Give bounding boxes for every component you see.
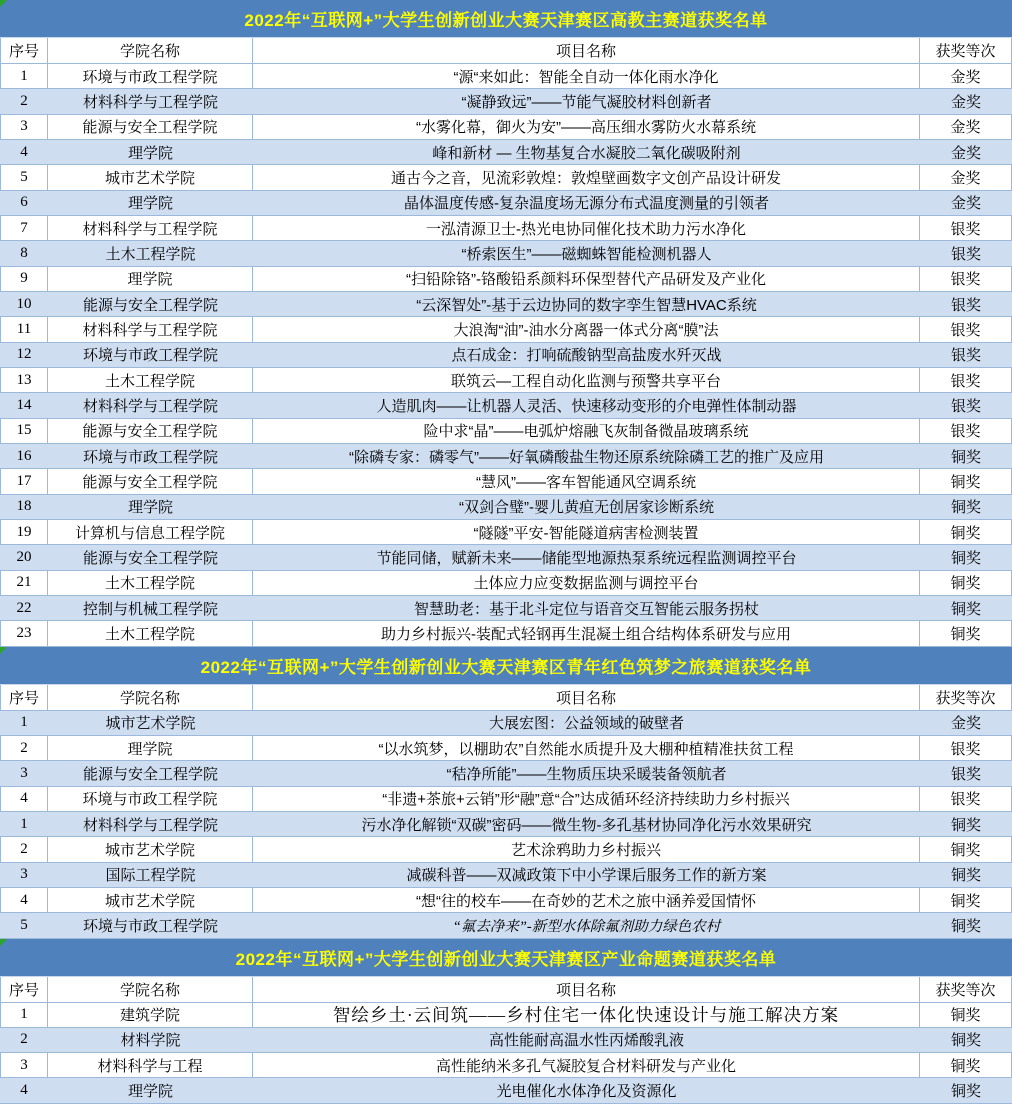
- cell-college: 理学院: [48, 140, 253, 165]
- table-row: [0, 292, 1012, 317]
- table-row: [0, 343, 1012, 368]
- column-header-cell: 获奖等次: [920, 685, 1012, 711]
- cell-no: 2: [0, 837, 48, 862]
- column-header-row: [0, 38, 1012, 64]
- cell-college: 材料科学与工程学院: [48, 216, 253, 241]
- cell-project: “水雾化幕，御火为安”——高压细水雾防火水幕系统: [253, 115, 920, 140]
- cell-college: 环境与市政工程学院: [48, 64, 253, 89]
- table-row: [0, 419, 1012, 444]
- cell-flag-icon: [0, 647, 7, 654]
- cell-no: 10: [0, 292, 48, 317]
- cell-award: 银奖: [920, 343, 1012, 368]
- cell-project: “氟去净来”-新型水体除氟剂助力绿色农村: [253, 913, 920, 938]
- table-row: [0, 1053, 1012, 1078]
- cell-project: 大浪淘“油”-油水分离器一体式分离“膜”法: [253, 317, 920, 342]
- table-row: [0, 736, 1012, 761]
- cell-college: 计算机与信息工程学院: [48, 520, 253, 545]
- column-header-row: [0, 977, 1012, 1003]
- cell-no: 9: [0, 267, 48, 292]
- cell-college: 能源与安全工程学院: [48, 292, 253, 317]
- cell-no: 13: [0, 368, 48, 393]
- cell-college: 国际工程学院: [48, 863, 253, 888]
- table-row: [0, 520, 1012, 545]
- cell-college: 城市艺术学院: [48, 711, 253, 736]
- cell-award: 铜奖: [920, 1053, 1012, 1078]
- cell-award: 铜奖: [920, 621, 1012, 646]
- cell-award: 金奖: [920, 115, 1012, 140]
- cell-award: 铜奖: [920, 913, 1012, 938]
- cell-no: 3: [0, 761, 48, 786]
- cell-no: 20: [0, 545, 48, 570]
- cell-award: 金奖: [920, 165, 1012, 190]
- table-row: [0, 1028, 1012, 1053]
- table-row: [0, 812, 1012, 837]
- cell-no: 5: [0, 165, 48, 190]
- cell-award: 银奖: [920, 761, 1012, 786]
- cell-project: 联筑云—工程自动化监测与预警共享平台: [253, 368, 920, 393]
- cell-college: 土木工程学院: [48, 368, 253, 393]
- cell-college: 城市艺术学院: [48, 165, 253, 190]
- cell-award: 铜奖: [920, 469, 1012, 494]
- column-header-cell: 学院名称: [48, 38, 253, 64]
- section-title: 2022年“互联网+”大学生创新创业大赛天津赛区高教主赛道获奖名单: [244, 11, 768, 30]
- section-title-bar: [0, 647, 1012, 685]
- cell-award: 铜奖: [920, 495, 1012, 520]
- cell-no: 4: [0, 1078, 48, 1103]
- cell-project: 高性能纳米多孔气凝胶复合材料研发与产业化: [253, 1053, 920, 1078]
- cell-no: 1: [0, 64, 48, 89]
- column-header-cell: 项目名称: [253, 977, 920, 1003]
- cell-no: 19: [0, 520, 48, 545]
- cell-award: 铜奖: [920, 888, 1012, 913]
- table-row: [0, 241, 1012, 266]
- cell-project: “慧风”——客车智能通风空调系统: [253, 469, 920, 494]
- table-row: [0, 393, 1012, 418]
- table-row: [0, 115, 1012, 140]
- cell-no: 3: [0, 863, 48, 888]
- cell-college: 环境与市政工程学院: [48, 787, 253, 812]
- table-row: [0, 761, 1012, 786]
- cell-award: 银奖: [920, 216, 1012, 241]
- cell-college: 理学院: [48, 736, 253, 761]
- section-title: 2022年“互联网+”大学生创新创业大赛天津赛区青年红色筑梦之旅赛道获奖名单: [200, 657, 812, 677]
- cell-award: 银奖: [920, 393, 1012, 418]
- cell-college: 土木工程学院: [48, 621, 253, 646]
- cell-college: 能源与安全工程学院: [48, 545, 253, 570]
- cell-no: 8: [0, 241, 48, 266]
- cell-no: 2: [0, 1028, 48, 1053]
- cell-award: 金奖: [920, 140, 1012, 165]
- table-row: [0, 545, 1012, 570]
- column-header-cell: 学院名称: [48, 685, 253, 711]
- cell-project: “云深智处”-基于云边协同的数字孪生智慧HVAC系统: [253, 292, 920, 317]
- cell-award: 铜奖: [920, 545, 1012, 570]
- table-row: [0, 368, 1012, 393]
- cell-award: 银奖: [920, 368, 1012, 393]
- cell-project: 一泓清源卫士-热光电协同催化技术助力污水净化: [253, 216, 920, 241]
- cell-no: 2: [0, 736, 48, 761]
- cell-no: 3: [0, 115, 48, 140]
- cell-project: “源“来如此：智能全自动一体化雨水净化: [253, 64, 920, 89]
- table-row: [0, 1003, 1012, 1028]
- cell-project: 艺术涂鸦助力乡村振兴: [253, 837, 920, 862]
- cell-award: 金奖: [920, 64, 1012, 89]
- cell-award: 铜奖: [920, 520, 1012, 545]
- table-row: [0, 621, 1012, 646]
- cell-project: 峰和新材 — 生物基复合水凝胶二氧化碳吸附剂: [253, 140, 920, 165]
- cell-no: 4: [0, 140, 48, 165]
- column-header-cell: 项目名称: [253, 685, 920, 711]
- cell-project: “桥索医生”——磁蜘蛛智能检测机器人: [253, 241, 920, 266]
- cell-award: 铜奖: [920, 444, 1012, 469]
- cell-no: 17: [0, 469, 48, 494]
- cell-no: 2: [0, 89, 48, 114]
- cell-award: 铜奖: [920, 596, 1012, 621]
- cell-award: 金奖: [920, 89, 1012, 114]
- cell-project: 通古今之音，见流彩敦煌：敦煌壁画数字文创产品设计研发: [253, 165, 920, 190]
- cell-college: 土木工程学院: [48, 241, 253, 266]
- cell-no: 11: [0, 317, 48, 342]
- cell-college: 材料学院: [48, 1028, 253, 1053]
- cell-no: 14: [0, 393, 48, 418]
- cell-award: 金奖: [920, 711, 1012, 736]
- column-header-cell: 序号: [0, 685, 48, 711]
- cell-no: 12: [0, 343, 48, 368]
- cell-project: 污水净化解锁“双碳”密码——微生物-多孔基材协同净化污水效果研究: [253, 812, 920, 837]
- cell-project: “非遗+茶旅+云销”形“融”意“合”达成循环经济持续助力乡村振兴: [253, 787, 920, 812]
- table-row: [0, 837, 1012, 862]
- cell-college: 材料科学与工程学院: [48, 393, 253, 418]
- table-row: [0, 711, 1012, 736]
- cell-no: 18: [0, 495, 48, 520]
- table-row: [0, 191, 1012, 216]
- cell-project: 晶体温度传感-复杂温度场无源分布式温度测量的引领者: [253, 191, 920, 216]
- cell-award: 银奖: [920, 736, 1012, 761]
- cell-project: 光电催化水体净化及资源化: [253, 1078, 920, 1103]
- cell-project: “双剑合璧”-婴儿黄疸无创居家诊断系统: [253, 495, 920, 520]
- section-title: 2022年“互联网+”大学生创新创业大赛天津赛区产业命题赛道获奖名单: [235, 949, 777, 969]
- table-row: [0, 317, 1012, 342]
- column-header-cell: 项目名称: [253, 38, 920, 64]
- cell-award: 铜奖: [920, 812, 1012, 837]
- cell-no: 21: [0, 571, 48, 596]
- cell-project: “以水筑梦，以棚助农”自然能水质提升及大棚种植精准扶贫工程: [253, 736, 920, 761]
- table-row: [0, 1078, 1012, 1103]
- cell-no: 6: [0, 191, 48, 216]
- cell-no: 3: [0, 1053, 48, 1078]
- cell-college: 理学院: [48, 191, 253, 216]
- table-row: [0, 913, 1012, 938]
- cell-project: “想“往的校车——在奇妙的艺术之旅中涵养爱国情怀: [253, 888, 920, 913]
- cell-award: 铜奖: [920, 1003, 1012, 1028]
- column-header-cell: 序号: [0, 977, 48, 1003]
- cell-college: 城市艺术学院: [48, 837, 253, 862]
- cell-project: 高性能耐高温水性丙烯酸乳液: [253, 1028, 920, 1053]
- cell-no: 1: [0, 711, 48, 736]
- cell-college: 城市艺术学院: [48, 888, 253, 913]
- table-row: [0, 64, 1012, 89]
- cell-award: 银奖: [920, 317, 1012, 342]
- cell-college: 能源与安全工程学院: [48, 761, 253, 786]
- cell-award: 金奖: [920, 191, 1012, 216]
- cell-no: 4: [0, 787, 48, 812]
- cell-college: 环境与市政工程学院: [48, 343, 253, 368]
- column-header-cell: 获奖等次: [920, 38, 1012, 64]
- cell-college: 理学院: [48, 267, 253, 292]
- table-row: [0, 863, 1012, 888]
- cell-no: 1: [0, 1003, 48, 1028]
- column-header-cell: 序号: [0, 38, 48, 64]
- table-row: [0, 267, 1012, 292]
- cell-college: 材料科学与工程: [48, 1053, 253, 1078]
- cell-no: 23: [0, 621, 48, 646]
- table-row: [0, 469, 1012, 494]
- cell-college: 理学院: [48, 495, 253, 520]
- cell-project: 土体应力应变数据监测与调控平台: [253, 571, 920, 596]
- section-title-bar: [0, 0, 1012, 38]
- cell-college: 能源与安全工程学院: [48, 419, 253, 444]
- cell-award: 铜奖: [920, 863, 1012, 888]
- cell-college: 控制与机械工程学院: [48, 596, 253, 621]
- cell-no: 7: [0, 216, 48, 241]
- column-header-cell: 学院名称: [48, 977, 253, 1003]
- cell-no: 5: [0, 913, 48, 938]
- cell-college: 能源与安全工程学院: [48, 469, 253, 494]
- cell-award: 银奖: [920, 267, 1012, 292]
- cell-college: 材料科学与工程学院: [48, 89, 253, 114]
- cell-award: 铜奖: [920, 1078, 1012, 1103]
- cell-project: 人造肌肉——让机器人灵活、快速移动变形的介电弹性体制动器: [253, 393, 920, 418]
- cell-college: 材料科学与工程学院: [48, 812, 253, 837]
- cell-award: 银奖: [920, 419, 1012, 444]
- table-row: [0, 888, 1012, 913]
- column-header-cell: 获奖等次: [920, 977, 1012, 1003]
- cell-project: 助力乡村振兴-装配式轻钢再生混凝土组合结构体系研发与应用: [253, 621, 920, 646]
- cell-project: 智绘乡土·云间筑——乡村住宅一体化快速设计与施工解决方案: [253, 1003, 920, 1028]
- cell-award: 铜奖: [920, 837, 1012, 862]
- cell-award: 银奖: [920, 292, 1012, 317]
- table-row: [0, 596, 1012, 621]
- cell-college: 环境与市政工程学院: [48, 913, 253, 938]
- cell-project: 减碳科普——双减政策下中小学课后服务工作的新方案: [253, 863, 920, 888]
- table-row: [0, 89, 1012, 114]
- cell-college: 能源与安全工程学院: [48, 115, 253, 140]
- cell-award: 银奖: [920, 787, 1012, 812]
- cell-project: “除磷专家：磷零气”——好氧磷酸盐生物还原系统除磷工艺的推广及应用: [253, 444, 920, 469]
- cell-project: 智慧助老：基于北斗定位与语音交互智能云服务拐杖: [253, 596, 920, 621]
- cell-no: 1: [0, 812, 48, 837]
- cell-college: 建筑学院: [48, 1003, 253, 1028]
- cell-college: 材料科学与工程学院: [48, 317, 253, 342]
- table-row: [0, 787, 1012, 812]
- table-row: [0, 571, 1012, 596]
- table-row: [0, 140, 1012, 165]
- cell-award: 铜奖: [920, 1028, 1012, 1053]
- cell-project: “秸净所能”——生物质压块采暖装备领航者: [253, 761, 920, 786]
- cell-award: 银奖: [920, 241, 1012, 266]
- cell-no: 15: [0, 419, 48, 444]
- table-row: [0, 216, 1012, 241]
- cell-flag-icon: [0, 939, 7, 946]
- table-row: [0, 165, 1012, 190]
- cell-project: 点石成金：打响硫酸钠型高盐废水歼灭战: [253, 343, 920, 368]
- cell-project: 节能同储，赋新未来——储能型地源热泵系统远程监测调控平台: [253, 545, 920, 570]
- cell-project: “隧隧”平安-智能隧道病害检测装置: [253, 520, 920, 545]
- cell-project: “扫铅除铬”-铬酸铅系颜料环保型替代产品研发及产业化: [253, 267, 920, 292]
- cell-project: “凝静致远”——节能气凝胶材料创新者: [253, 89, 920, 114]
- cell-college: 理学院: [48, 1078, 253, 1103]
- table-row: [0, 495, 1012, 520]
- cell-flag-icon: [0, 0, 7, 7]
- column-header-row: [0, 685, 1012, 711]
- cell-project: 险中求“晶”——电弧炉熔融飞灰制备微晶玻璃系统: [253, 419, 920, 444]
- cell-college: 土木工程学院: [48, 571, 253, 596]
- cell-no: 16: [0, 444, 48, 469]
- table-row: [0, 444, 1012, 469]
- cell-no: 22: [0, 596, 48, 621]
- cell-project: 大展宏图：公益领域的破壁者: [253, 711, 920, 736]
- section-title-bar: [0, 939, 1012, 977]
- cell-college: 环境与市政工程学院: [48, 444, 253, 469]
- cell-award: 铜奖: [920, 571, 1012, 596]
- cell-no: 4: [0, 888, 48, 913]
